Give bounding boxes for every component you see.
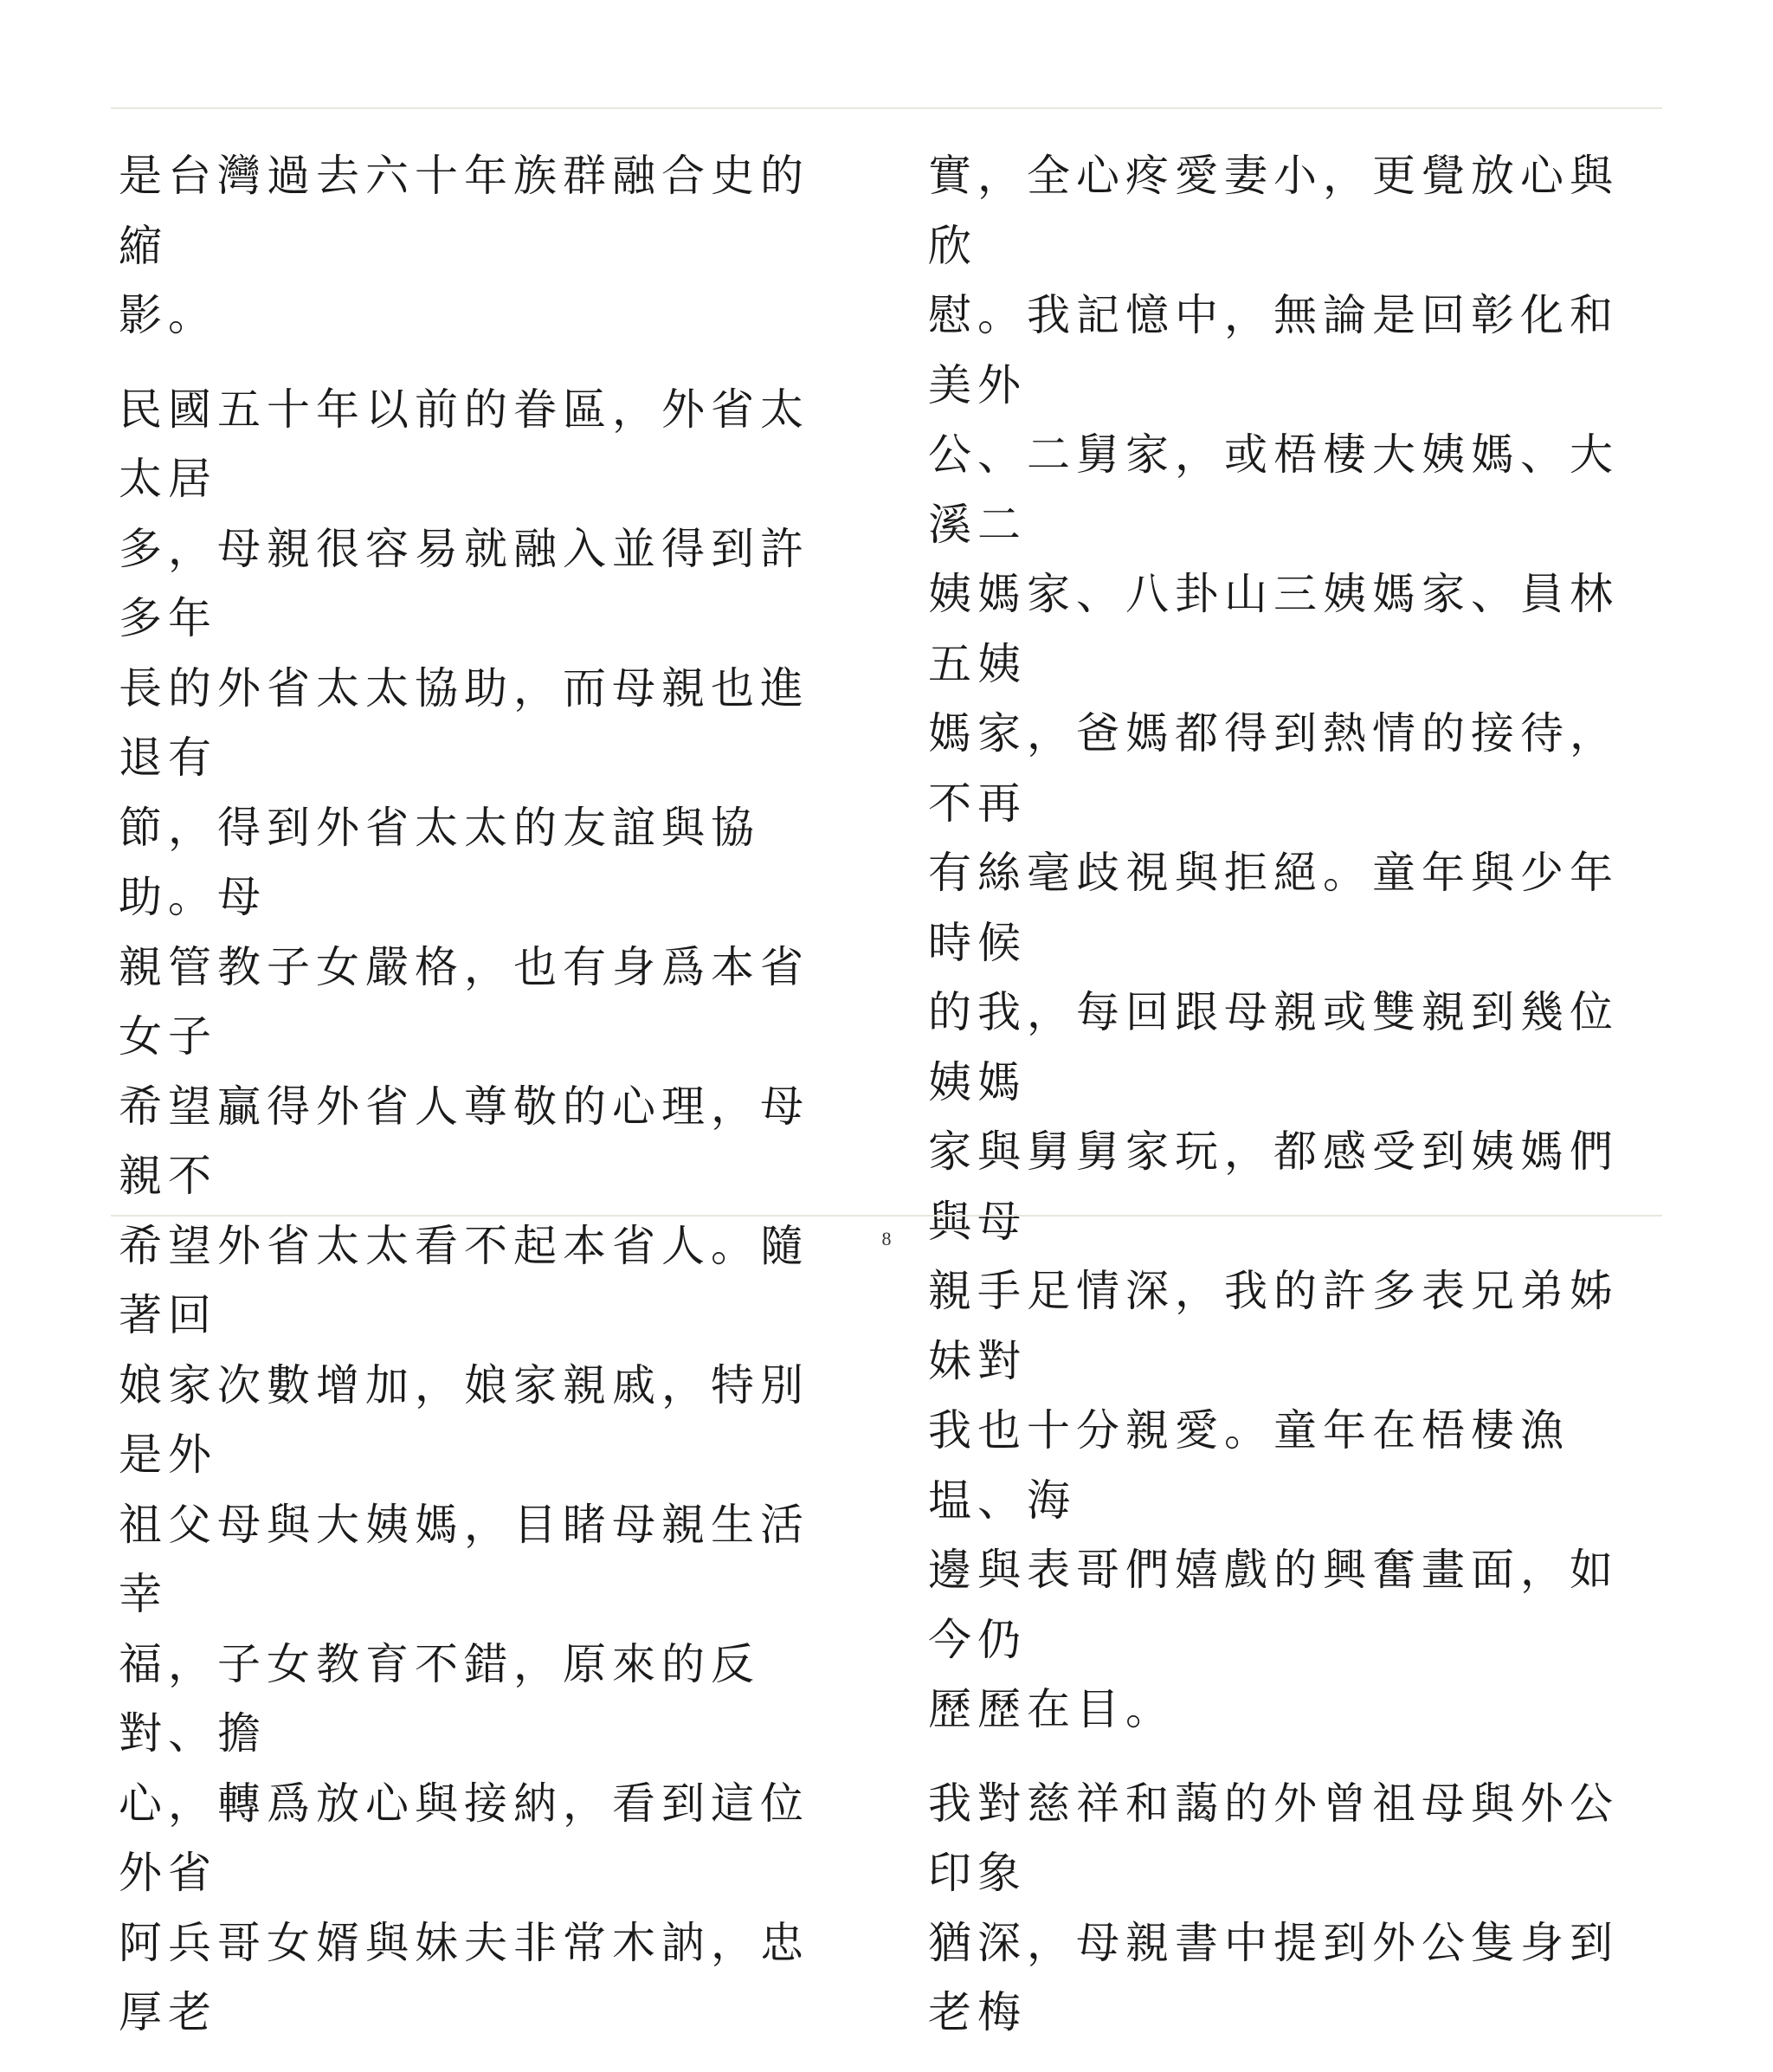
paragraph: 實，全心疼愛妻小，更覺放心與欣 慰。我記憶中，無論是回彰化和美外 公、二舅家，或梧棲大姨媽、大溪二 姨媽家、八卦山三姨媽家、員林五姨 媽家，爸媽都得到熱情的接待，不再 有絲毫歧視與拒絕。童年與少年時候 的我，每回跟母親或雙親到幾位姨媽 家與舅舅家玩，都感受到姨媽們與母 親手足情深，我的許多表兄弟姊妹對 我也十分親愛。童年在梧棲漁塭、海 邊與表哥們嬉戲的興奮畫面，如今仍 歷歷在目。 [928, 151, 1619, 1734]
page-number: 8 [881, 1228, 892, 1249]
paragraph: 是台灣過去六十年族群融合史的縮 影。 [119, 151, 809, 340]
right-text-column [928, 141, 1664, 2072]
footer-divider [111, 1215, 1662, 1217]
paragraph: 民國五十年以前的眷區，外省太太居 多，母親很容易就融入並得到許多年 長的外省太太協助，而母親也進退有 節，得到外省太太的友誼與協助。母 親管教子女嚴格，也有身爲本省女子 希望贏得外省人尊敬的心理，母親不 希望外省太太看不起本省人。隨著回 娘家次數增加，娘家親戚，特別是外 祖父母與大姨媽，目睹母親生活幸 福，子女教育不錯，原來的反對、擔 心，轉爲放心與接納，看到這位外省 阿兵哥女婿與妹夫非常木訥，忠厚老 [119, 384, 809, 2037]
paragraph: 我對慈祥和藹的外曾祖母與外公印象 猶深，母親書中提到外公隻身到老梅 [928, 1778, 1619, 2037]
left-text-column [119, 141, 854, 2072]
header-divider [111, 107, 1662, 109]
